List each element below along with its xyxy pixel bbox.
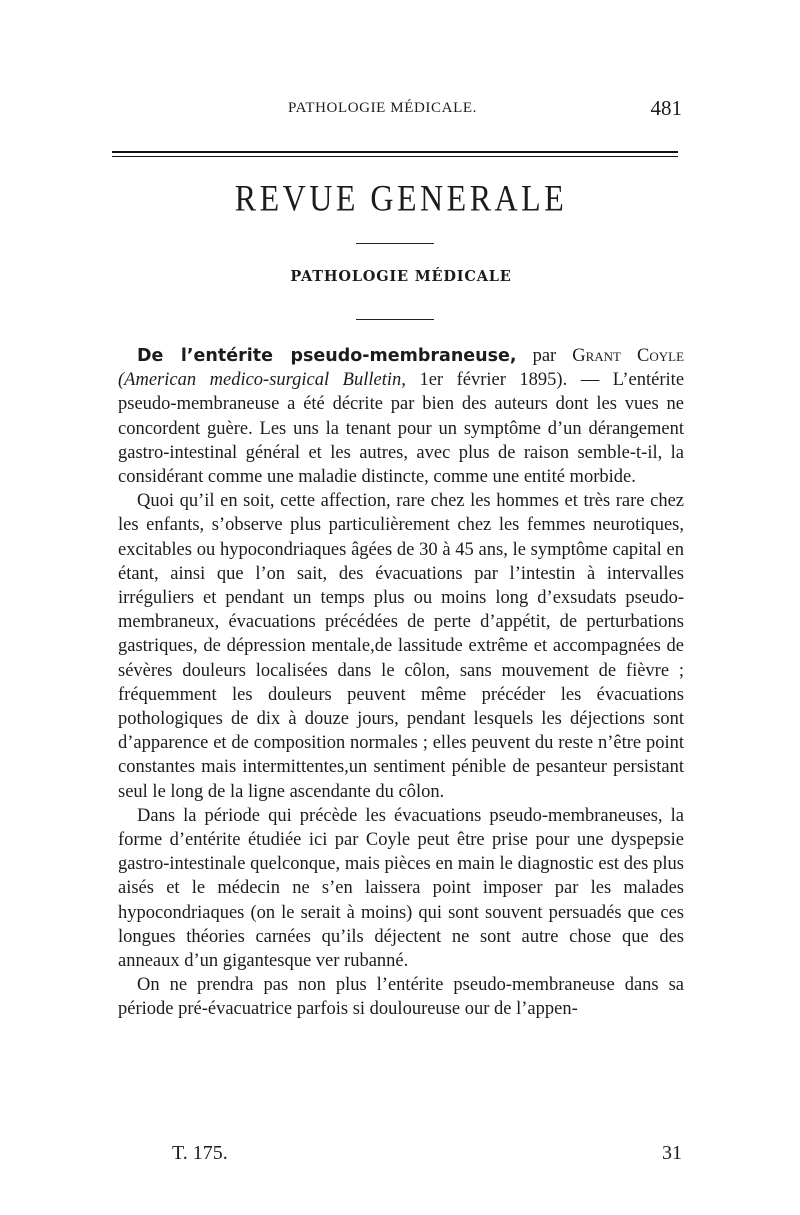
running-head xyxy=(118,92,684,122)
article-byline-word: par xyxy=(532,346,557,366)
article-date: 1er février 1895). xyxy=(419,370,568,391)
article-paragraph: Dans la période qui précède les évacuations pseudo-membraneuses, la forme d’entérite étudiée ici par Coyle peut être prise pour une dyspepsie gastro-intestinale quelconque, mais pièces en main le diagnostic est des plus aisés et le médecin ne s’en laissera point imposer par les malades hypocondriaques (on le serait à moins) qui sont souvent persuadés que ces longues théories carnées qu’ils déjectent ne sont autre chose que des anneaux d’un gigantesque ver rubanné. xyxy=(118,805,684,972)
page-number: 481 xyxy=(650,96,682,120)
article-lead-text: — L’entérite pseudo-membraneuse a été décrite par bien des auteurs dont les vues ne concordent guère. Les uns la tenant pour un symptôme d’un dérangement gastro-intestinal général et les autres, avec plus de raison semble-t-il, la considérant comme une maladie distincte, comme une entité morbide. xyxy=(118,370,685,488)
section-divider-bottom xyxy=(356,319,434,320)
header-rule-thick xyxy=(112,151,678,153)
tome-number: T. 175. xyxy=(172,1142,228,1164)
article-author: Grant Coyle xyxy=(572,346,685,366)
signature-mark: 31 xyxy=(662,1142,682,1164)
article-body xyxy=(118,344,684,1022)
section-divider-top xyxy=(356,243,434,244)
article-lead-paragraph xyxy=(118,344,684,489)
header-rule-thin xyxy=(112,156,678,157)
section-title: REVUE GENERALE xyxy=(234,177,568,219)
article-journal: (American medico-surgical Bulletin, xyxy=(118,370,406,391)
article-title: De l’entérite pseudo-membraneuse, xyxy=(137,346,517,366)
running-title: PATHOLOGIE MÉDICALE. xyxy=(288,100,477,116)
article-paragraph: Quoi qu’il en soit, cette affection, rare chez les hommes et très rare chez les enfants, s’observe plus particulièrement chez les femmes neurotiques, excitables ou hypocondriaques âgées de 30 à 45 ans, le symptôme capital en étant, ainsi que l’on sait, des évacuations par l’intestin à intervalles irréguliers et pendant un temps plus ou moins long d’exsudats pseudo-membraneux, évacuations précédées de perte d’appétit, de perturbations gastriques, de dépression mentale,de lassitude extrême et accompagnées de sévères douleurs localisées dans le côlon, sans mouvement de fièvre ; fréquemment les douleurs peuvent même précéder les évacuations pothologiques de dix à douze jours, pendant lesquels les déjections sont d’apparence et de composition normales ; elles peuvent du reste n’être point constantes mais intermittentes,un sentiment pénible de pesanteur persistant seul le long de la ligne ascendante du côlon. xyxy=(118,491,684,802)
subsection-title: PATHOLOGIE MÉDICALE xyxy=(290,268,512,285)
journal-page xyxy=(118,92,684,1172)
page-footer xyxy=(118,1142,684,1172)
article-paragraph: On ne prendra pas non plus l’entérite pseudo-membraneuse dans sa période pré-évacuatrice parfois si douloureuse our de l’appen- xyxy=(118,975,684,1020)
